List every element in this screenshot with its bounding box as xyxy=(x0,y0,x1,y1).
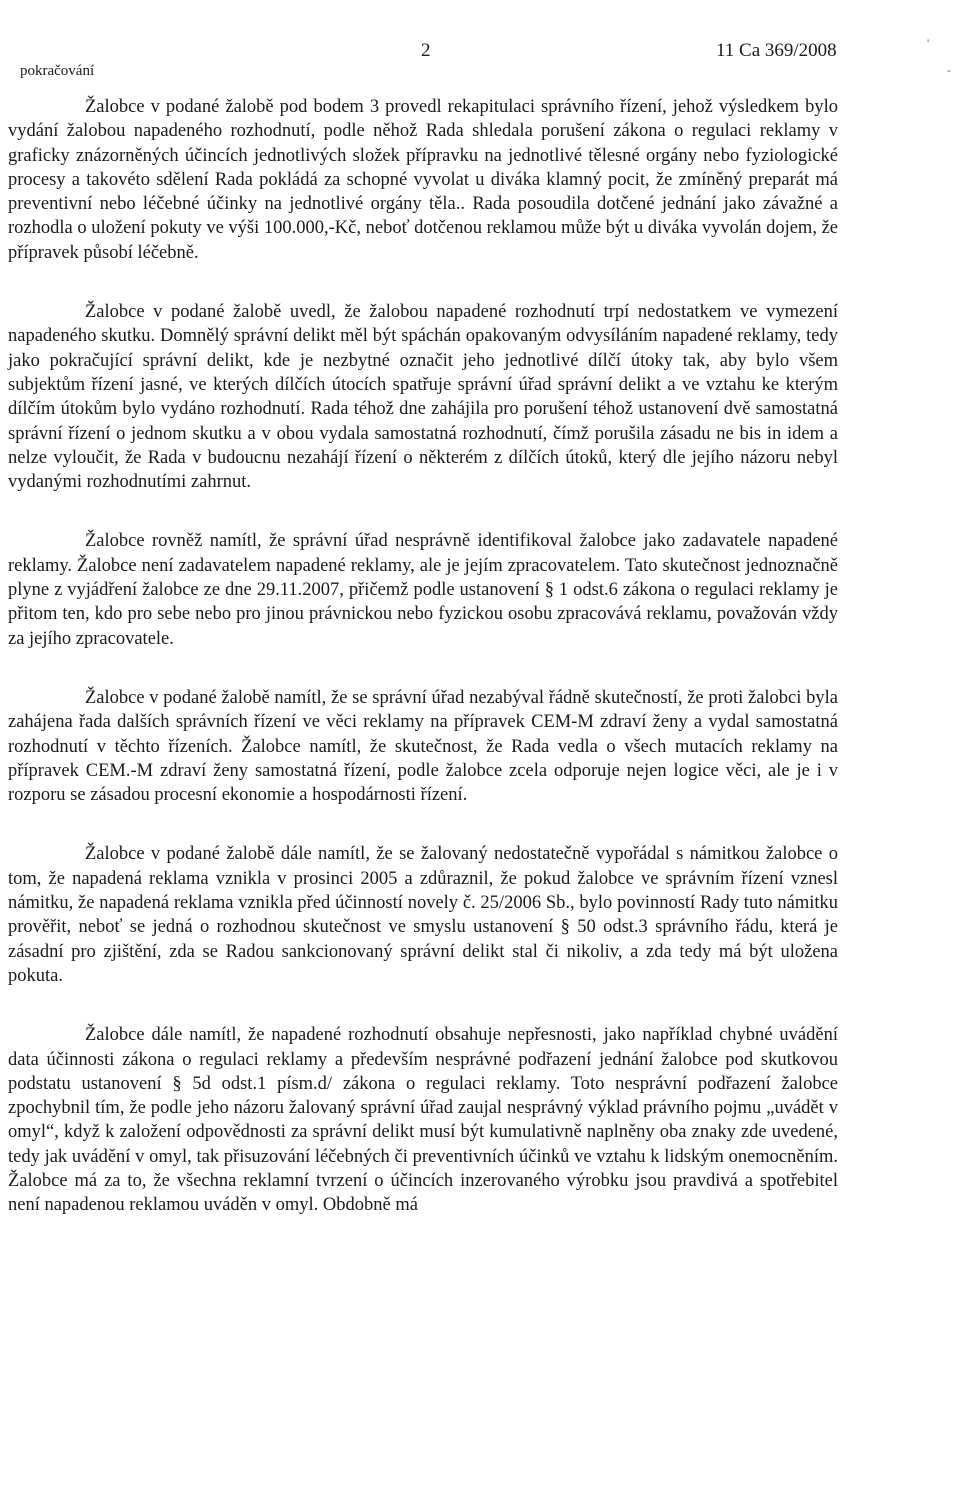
margin-mark: - xyxy=(947,63,951,77)
page-number: 2 xyxy=(421,40,431,61)
document-body xyxy=(8,95,838,1253)
paragraph: Žalobce rovněž namítl, že správní úřad nesprávně identifikoval žalobce jako zadavatele napadené reklamy. Žalobce není zadavatelem napadené reklamy, ale je jejím zpracovatelem. Tato skutečnost jednoznačně plyne z vyjádření žalobce ze dne 29.11.2007, přičemž podle ustanovení § 1 odst.6 zákona o regulaci reklamy je přitom ten, kdo pro sebe nebo pro jinou právnickou nebo fyzickou osobu zpracovává reklamu, považován vždy za jejího zpracovatele. xyxy=(8,531,838,649)
case-number: 11 Ca 369/2008 xyxy=(716,40,837,61)
margin-mark: ' xyxy=(927,36,930,50)
paragraph: Žalobce v podané žalobě namítl, že se správní úřad nezabýval řádně skutečností, že proti žalobci byla zahájena řada dalších správních řízení ve věci reklamy na přípravek CEM-M zdraví ženy a vydal samostatná rozhodnutí v těchto řízeních. Žalobce namítl, že skutečnost, že Rada vedla o všech mutacích reklamy na přípravek CEM.-M zdraví ženy samostatná řízení, podle žalobce zcela odporuje nejen logice věci, ale je i v rozporu se zásadou procesní ekonomie a hospodárnosti řízení. xyxy=(8,687,838,806)
paragraph: Žalobce v podané žalobě uvedl, že žalobou napadené rozhodnutí trpí nedostatkem ve vymezení napadeného skutku. Domnělý správní delikt měl být spáchán opakovaným odvysíláním napadené reklamy, tedy jako pokračující správní delikt, kde je nezbytné označit jeho jednotlivé dílčí útoky tak, aby bylo všem subjektům řízení jasné, ve kterých dílčích útocích spatřuje správní úřad správní delikt a ve vztahu ke kterým dílčím útokům bylo vydáno rozhodnutí. Rada téhož dne zahájila pro porušení téhož ustanovení dvě samostatná správní řízení o jednom skutku a v obou vydala samostatná rozhodnutí, čímž porušila zásadu ne bis in idem a nelze vyloučit, že Rada v budoucnu nezahájí řízení o některém z dílčích útoků, který dle jejího názoru nebyl vydanými rozhodnutími zahrnut. xyxy=(8,302,838,493)
paragraph: Žalobce v podané žalobě dále namítl, že se žalovaný nedostatečně vypořádal s námitkou žalobce o tom, že napadená reklama vznikla v prosinci 2005 a zdůraznil, že pokud žalobce ve správním řízení vznesl námitku, že napadená reklama vznikla před účinností novely č. 25/2006 Sb., bylo povinností Rady tuto námitku prověřit, neboť se jedná o rozhodnou skutečnost ve smyslu ustanovení § 50 odst.3 správního řádu, která je zásadní pro zjištění, zda se Radou sankcionovaný správní delikt stal či nikoliv, a zda tedy má být uložena pokuta. xyxy=(8,844,838,986)
continued-label: pokračování xyxy=(20,63,95,79)
paragraph: Žalobce v podané žalobě pod bodem 3 provedl rekapitulaci správního řízení, jehož výsledkem bylo vydání žalobou napadeného rozhodnutí, podle něhož Rada shledala porušení zákona o regulaci reklamy v graficky znázorněných účincích jednotlivých složek přípravku na jednotlivé tělesné orgány nebo fyziologické procesy a takovéto sdělení Rada pokládá za schopné vyvolat u diváka klamný pocit, že zmíněný preparát má preventivní nebo léčebné účinky na jednotlivé orgány těla.. Rada posoudila dotčené jednání jako závažné a rozhodla o uložení pokuty ve výši 100.000,-Kč, neboť dotčenou reklamou může být u diváka vyvolán dojem, že přípravek působí léčebně. xyxy=(8,97,838,263)
paragraph: Žalobce dále namítl, že napadené rozhodnutí obsahuje nepřesnosti, jako například chybné uvádění data účinnosti zákona o regulaci reklamy a především nesprávné podřazení jednání žalobce pod skutkovou podstatu ustanovení § 5d odst.1 písm.d/ zákona o regulaci reklamy. Toto nesprávní podřazení žalobce zpochybnil tím, že podle jeho názoru žalovaný správní úřad zaujal nesprávný výklad právního pojmu „uvádět v omyl“, když k založení odpovědnosti za správní delikt musí být kumulativně naplněny oba znaky zde uvedené, tedy jak uvádění v omyl, tak přisuzování léčebných či preventivních účinků ve vztahu k lidským onemocněním. Žalobce má za to, že všechna reklamní tvrzení o účincích inzerovaného výrobku jsou pravdivá a spotřebitel není napadenou reklamou uváděn v omyl. Obdobně má xyxy=(8,1025,838,1216)
